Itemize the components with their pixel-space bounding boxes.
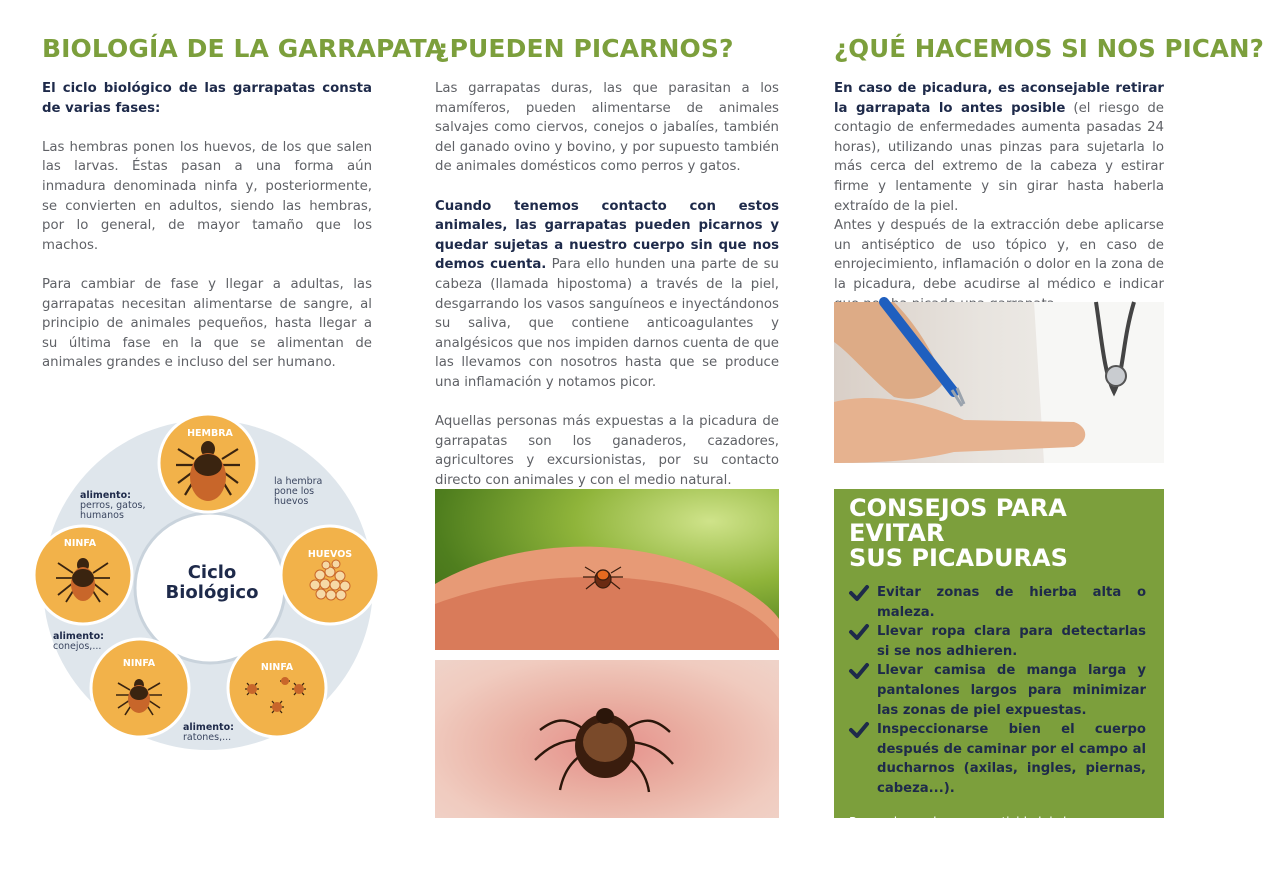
advice-tip <box>849 661 1146 720</box>
checkmark-icon <box>849 624 869 640</box>
action-column <box>834 34 1264 314</box>
biology-paragraph-1: Las hembras ponen los huevos, de los que salen las larvas. Éstas pasan a una forma aún inmadura denominada ninfa y, posteriormente, se convierten en adultos, siendo las hembras, por lo general, de mayor tamaño que los machos. <box>42 139 372 253</box>
tick-on-finger-photo <box>435 489 779 650</box>
note-hembra-line-2: pone los <box>274 486 315 497</box>
cycle-center-line-1: Ciclo <box>187 562 237 583</box>
biology-paragraph-2: Para cambiar de fase y llegar a adultas, las garrapatas necesitan alimentarse de sangre, al principio de animales pequeños, hasta llegar a su última fase en la que se alimentan de animales grandes e incluso del ser humano. <box>42 276 372 371</box>
stage-hembra-label: HEMBRA <box>187 428 233 439</box>
bite-paragraph-1: Las garrapatas duras, las que parasitan a los mamíferos, pueden alimentarse de animales salvajes como ciervos, conejos o jabalíes, también del ganado ovino y bovino, y por supuesto también de animales domésticos como perros y gatos. <box>435 81 779 175</box>
note-hembra-line-1: la hembra <box>274 476 323 487</box>
food-note-3 <box>183 722 234 743</box>
food-note-1-title: alimento: <box>80 490 131 501</box>
advice-title-line-1: CONSEJOS PARA EVITAR <box>849 494 1067 547</box>
biology-intro: El ciclo biológico de las garrapatas consta de varias fases: <box>42 81 372 116</box>
food-note-2-title: alimento: <box>53 631 104 642</box>
bite-paragraph-2 <box>435 197 779 393</box>
advice-title <box>849 496 1146 571</box>
food-note-1-line-2: humanos <box>80 510 124 521</box>
cycle-center-line-2: Biológico <box>165 582 259 603</box>
stage-ninfa-left-label: NINFA <box>63 538 97 549</box>
action-heading: ¿QUÉ HACEMOS SI NOS PICAN? <box>834 34 1264 63</box>
bite-heading: ¿PUEDEN PICARNOS? <box>435 34 734 63</box>
bite-paragraph-3: Aquellas personas más expuestas a la picadura de garrapatas son los ganaderos, cazadores, agricultores y excursionistas, por su contacto directo con animales y con el medio natural. <box>435 414 779 488</box>
stage-huevos <box>281 526 379 624</box>
advice-tip-text: Evitar zonas de hierba alta o maleza. <box>877 585 1146 620</box>
advice-tip <box>849 720 1146 798</box>
biology-heading: BIOLOGÍA DE LA GARRAPATA <box>42 34 445 63</box>
advice-note: Recuerda que la mayor actividad de las garrapatas se produce en primavera y verano, en los meses en los que se dan altas temperaturas y una humedad alta. <box>849 814 1139 888</box>
bite-paragraph-2-rest: Para ello hunden una parte de su cabeza (llamada hipostoma) a través de la piel, desgarrando los vasos sanguíneos e inyectándonos su saliva, que contiene anticoagulantes y analgésicos que nos impiden darnos cuenta de que las llevamos con nosotros hasta que se produce una inflamación y notamos picor. <box>435 257 779 390</box>
advice-tip-text: Llevar camisa de manga larga y pantalones largos para minimizar las zonas de piel expuestas. <box>877 663 1146 718</box>
stage-ninfa-left <box>34 526 132 624</box>
food-note-3-line-1: ratones,... <box>183 732 232 743</box>
advice-tip <box>849 622 1146 661</box>
stage-huevos-label: HUEVOS <box>307 549 353 560</box>
checkmark-icon <box>849 585 869 601</box>
advice-tip-text: Inspeccionarse bien el cuerpo después de caminar por el campo al ducharnos (axilas, ingles, piernas, cabeza...). <box>877 722 1146 796</box>
biology-column <box>42 34 445 373</box>
stage-ninfa-br-label: NINFA <box>260 662 294 673</box>
stage-ninfa-bl-label: NINFA <box>122 658 156 669</box>
stage-ninfa-bottom-right <box>228 639 326 737</box>
advice-title-line-2: SUS PICADURAS <box>849 544 1068 572</box>
action-paragraph-1 <box>834 79 1164 216</box>
advice-tip <box>849 583 1146 622</box>
bite-paragraph-2-bold: Cuando tenemos contacto con estos animales, las garrapatas pueden picarnos y quedar sujetas a nuestro cuerpo sin que nos demos cuenta. <box>435 198 779 273</box>
action-paragraph-2: Antes y después de la extracción debe aplicarse un antiséptico de uso tópico y, en caso de enrojecimiento, inflamación o dolor en la zona de la picadura, debe acudirse al médico e indicar <box>834 218 1164 292</box>
stage-ninfa-bottom-left <box>91 639 189 737</box>
action-paragraph-1-rest: (el riesgo de contagio de enfermedades aumenta pasadas 24 horas), utilizando unas pinzas para sujetarla lo más cerca del extremo de la cabeza y estirar firme y lentamente y sin girar hasta haberla extraído de la piel. <box>834 100 1164 214</box>
food-note-2-line-1: conejos,... <box>53 641 102 652</box>
life-cycle-diagram <box>30 405 390 765</box>
advice-box <box>834 489 1164 888</box>
stage-hembra <box>159 414 257 512</box>
tick-removal-photo <box>834 302 1164 463</box>
food-note-1-line-1: perros, gatos, <box>80 500 146 511</box>
food-note-2 <box>53 631 104 652</box>
action-paragraph-1-bold: En caso de picadura, es aconsejable retirar la garrapata lo antes posible <box>834 81 1164 116</box>
food-note-3-title: alimento: <box>183 722 234 733</box>
advice-tip-text: Llevar ropa clara para detectarlas si se nos adhieren. <box>877 624 1146 659</box>
bite-column <box>435 34 779 490</box>
checkmark-icon <box>849 663 869 679</box>
note-hembra-line-3: huevos <box>274 496 309 507</box>
checkmark-icon <box>849 722 869 738</box>
tick-on-skin-photo <box>435 660 779 818</box>
